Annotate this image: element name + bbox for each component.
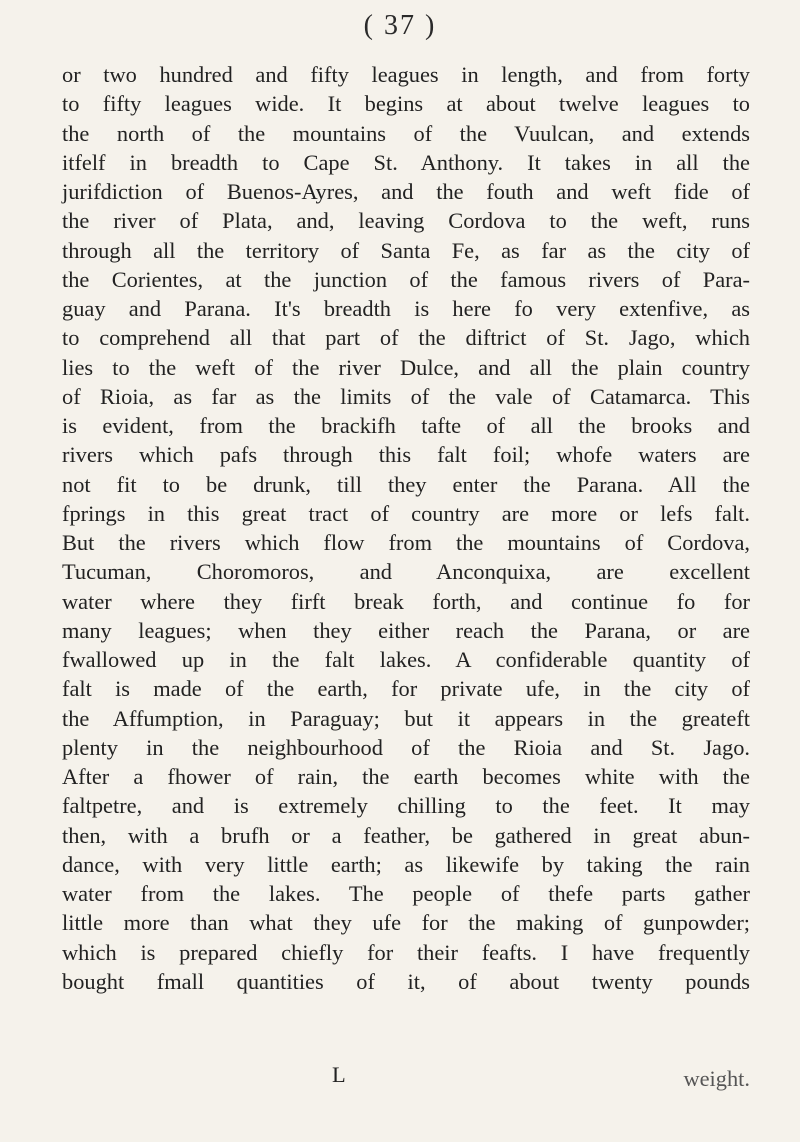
- body-text: [62, 60, 750, 996]
- text-line: water where they firft break forth, and continue fo for: [62, 588, 750, 614]
- text-line: fwallowed up in the falt lakes. A confiderable quantity of: [62, 647, 750, 672]
- text-line: or two hundred and fifty leagues in length, and from forty: [62, 62, 750, 87]
- text-line: the river of Plata, and, leaving Cordova to the weft, runs: [62, 208, 750, 234]
- text-line: bought fmall quantities of it, of about twenty pounds: [62, 968, 750, 994]
- signature-mark: L: [332, 1062, 346, 1087]
- text-line: guay and Parana. It's breadth is here fo very extenfive, as: [62, 296, 750, 321]
- text-line: little more than what they ufe for the making of gunpowder;: [62, 910, 750, 936]
- text-line: jurifdiction of Buenos-Ayres, and the fouth and weft fide of: [62, 179, 750, 204]
- text-line: water from the lakes. The people of thefe parts gather: [62, 881, 750, 906]
- text-line: rivers which pafs through this falt foil; whofe waters are: [62, 442, 750, 468]
- text-line: Tucuman, Choromoros, and Anconquixa, are excellent: [62, 559, 750, 585]
- text-line: plenty in the neighbourhood of the Rioia and St. Jago.: [62, 734, 750, 760]
- text-line: But the rivers which flow from the mountains of Cordova,: [62, 530, 750, 555]
- text-line: the Corientes, at the junction of the famous rivers of Para-: [62, 266, 750, 292]
- text-line: lies to the weft of the river Dulce, and all the plain country: [62, 354, 750, 380]
- text-line: faltpetre, and is extremely chilling to the feet. It may: [62, 793, 750, 819]
- text-line: not fit to be drunk, till they enter the Parana. All the: [62, 471, 750, 497]
- text-line: the north of the mountains of the Vuulcan, and extends: [62, 120, 750, 146]
- text-line: to fifty leagues wide. It begins at about twelve leagues to: [62, 91, 750, 117]
- text-line: of Rioia, as far as the limits of the vale of Catamarca. This: [62, 383, 750, 409]
- text-line: which is prepared chiefly for their feafts. I have frequently: [62, 939, 750, 965]
- text-line: through all the territory of Santa Fe, as far as the city of: [62, 237, 750, 263]
- catchword: weight.: [683, 1066, 750, 1091]
- page-number: ( 37 ): [363, 10, 437, 41]
- text-line: itfelf in breadth to Cape St. Anthony. It takes in all the: [62, 149, 750, 175]
- text-line: is evident, from the brackifh tafte of all the brooks and: [62, 413, 750, 438]
- text-line: falt is made of the earth, for private ufe, in the city of: [62, 676, 750, 702]
- text-line: dance, with very little earth; as likewife by taking the rain: [62, 851, 750, 877]
- text-line: to comprehend all that part of the diftrict of St. Jago, which: [62, 325, 750, 351]
- text-line: After a fhower of rain, the earth becomes white with the: [62, 764, 750, 789]
- page-footer: [62, 1062, 750, 1090]
- text-line: then, with a brufh or a feather, be gathered in great abun-: [62, 822, 750, 848]
- text-line: the Affumption, in Paraguay; but it appears in the greateft: [62, 705, 750, 731]
- text-line: fprings in this great tract of country are more or lefs falt.: [62, 500, 750, 526]
- text-line: many leagues; when they either reach the Parana, or are: [62, 617, 750, 643]
